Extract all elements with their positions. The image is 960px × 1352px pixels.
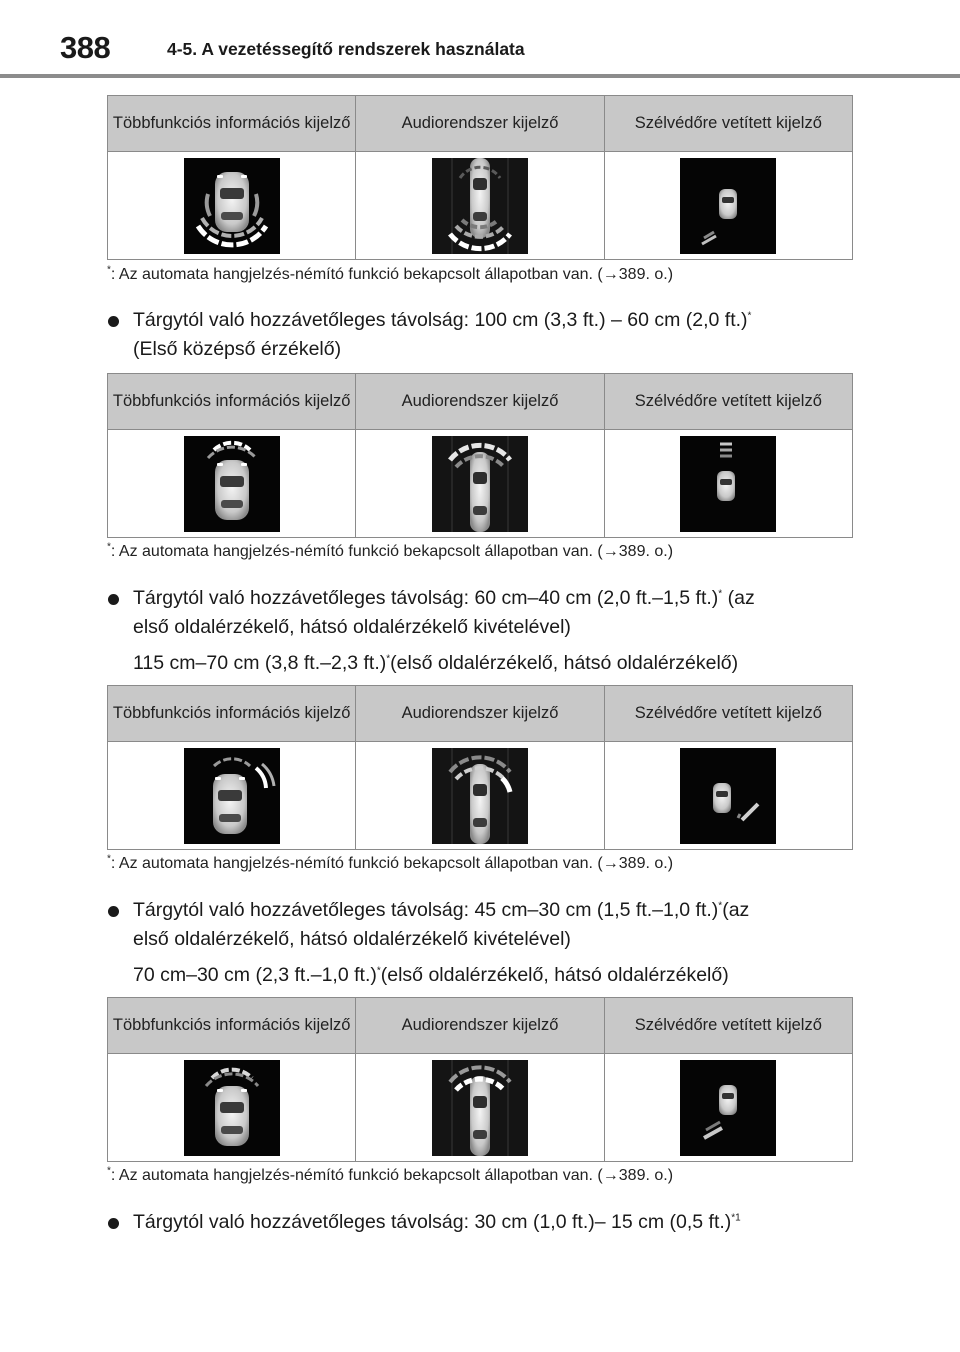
bullet-text: Tárgytól való hozzávetőleges távolság: 60 cm–40 cm (2,0 ft.–1,5 ft.)	[133, 587, 719, 609]
footnote-4	[107, 1167, 673, 1185]
arrow-icon: →	[602, 1167, 619, 1184]
bullet-item-4	[108, 1208, 741, 1237]
cell-hud	[604, 430, 852, 538]
car-top-view-with-sensor-arcs-icon	[432, 1060, 528, 1156]
table-row	[108, 1054, 853, 1162]
bullet-text-range: 115 cm–70 cm (3,8 ft.–2,3 ft.)	[133, 652, 387, 674]
footnote-3	[107, 855, 673, 873]
column-header-audio: Audiorendszer kijelző	[356, 96, 604, 152]
bullet-dot	[108, 906, 119, 917]
page-reference: 389. o.)	[618, 543, 674, 560]
cell-audio	[356, 430, 604, 538]
cell-hud	[604, 152, 852, 260]
car-top-view-with-sensor-arcs-icon	[184, 1060, 280, 1156]
column-header-audio: Audiorendszer kijelző	[356, 998, 604, 1054]
cell-multi-info	[108, 152, 356, 260]
bullet-superscript: *1	[731, 1212, 741, 1224]
car-top-view-with-sensor-arcs-icon	[432, 748, 528, 844]
footnote-2	[107, 543, 673, 561]
car-top-view-with-sensor-arcs-icon	[184, 436, 280, 532]
column-header-hud: Szélvédőre vetített kijelző	[604, 998, 852, 1054]
table-header-row	[108, 374, 853, 430]
bullet-text-line-2: (Első középső érzékelő)	[133, 338, 342, 360]
table-header-row	[108, 96, 853, 152]
page-reference: 389. o.)	[618, 855, 674, 872]
cell-multi-info	[108, 742, 356, 850]
bullet-dot	[108, 594, 119, 605]
bullet-text: Tárgytól való hozzávetőleges távolság: 100 cm (3,3 ft.) – 60 cm (2,0 ft.)	[133, 309, 748, 331]
car-top-view-with-sensor-arcs-icon	[432, 158, 528, 254]
footnote-text: : Az automata hangjelzés-némító funkció bekapcsolt állapotban van. (	[110, 855, 603, 872]
footnote-star: *	[107, 1165, 111, 1177]
header-rule	[0, 74, 960, 78]
column-header-multi-info: Többfunkciós információs kijelző	[108, 686, 356, 742]
bullet-superscript: *	[386, 653, 391, 665]
bullet-text-tail: (az	[722, 587, 755, 609]
arrow-icon: →	[602, 266, 619, 283]
column-header-hud: Szélvédőre vetített kijelző	[604, 374, 852, 430]
section-title: 4-5. A vezetéssegítő rendszerek használata	[167, 39, 525, 59]
car-top-view-with-sensor-arcs-icon	[184, 748, 280, 844]
bullet-dot	[108, 1218, 119, 1229]
table-row	[108, 742, 853, 850]
bullet-text-line-3	[133, 961, 749, 990]
cell-hud	[604, 1054, 852, 1162]
display-table-3	[107, 685, 853, 850]
bullet-text-range-tail: (első oldalérzékelő, hátsó oldalérzékelő)	[390, 652, 739, 674]
column-header-multi-info: Többfunkciós információs kijelző	[108, 998, 356, 1054]
bullet-superscript: *	[376, 965, 381, 977]
arrow-icon: →	[602, 543, 619, 560]
cell-audio	[356, 1054, 604, 1162]
cell-audio	[356, 152, 604, 260]
page-reference: 389. o.)	[618, 1167, 674, 1184]
table-row	[108, 430, 853, 538]
display-table-2	[107, 373, 853, 538]
car-top-view-with-sensor-arcs-icon	[680, 748, 776, 844]
bullet-superscript: *	[747, 310, 752, 322]
bullet-item-1	[108, 306, 751, 364]
arrow-icon: →	[602, 855, 619, 872]
car-top-view-with-sensor-arcs-icon	[680, 436, 776, 532]
footnote-text: : Az automata hangjelzés-némító funkció bekapcsolt állapotban van. (	[110, 1167, 603, 1184]
cell-multi-info	[108, 430, 356, 538]
bullet-text-line-3	[133, 649, 755, 678]
bullet-text-range: 70 cm–30 cm (2,3 ft.–1,0 ft.)	[133, 964, 377, 986]
column-header-audio: Audiorendszer kijelző	[356, 374, 604, 430]
cell-audio	[356, 742, 604, 850]
bullet-dot	[108, 316, 119, 327]
bullet-text: Tárgytól való hozzávetőleges távolság: 30 cm (1,0 ft.)– 15 cm (0,5 ft.)	[133, 1211, 732, 1233]
car-top-view-with-sensor-arcs-icon	[680, 158, 776, 254]
bullet-item-3	[108, 896, 749, 990]
bullet-item-2	[108, 584, 755, 678]
display-table-1	[107, 95, 853, 260]
footnote-1	[107, 266, 673, 284]
bullet-text-line-2: első oldalérzékelő, hátsó oldalérzékelő kivételével)	[133, 616, 571, 638]
cell-hud	[604, 742, 852, 850]
bullet-text-tail: (az	[722, 899, 750, 921]
page-header	[0, 0, 960, 80]
bullet-text: Tárgytól való hozzávetőleges távolság: 45 cm–30 cm (1,5 ft.–1,0 ft.)	[133, 899, 719, 921]
car-top-view-with-sensor-arcs-icon	[680, 1060, 776, 1156]
footnote-star: *	[107, 264, 111, 276]
bullet-superscript: *	[718, 588, 723, 600]
column-header-hud: Szélvédőre vetített kijelző	[604, 686, 852, 742]
car-top-view-with-sensor-arcs-icon	[184, 158, 280, 254]
display-table-4	[107, 997, 853, 1162]
page-reference: 389. o.)	[618, 266, 674, 283]
table-row	[108, 152, 853, 260]
footnote-star: *	[107, 853, 111, 865]
footnote-star: *	[107, 541, 111, 553]
column-header-multi-info: Többfunkciós információs kijelző	[108, 96, 356, 152]
table-header-row	[108, 998, 853, 1054]
column-header-hud: Szélvédőre vetített kijelző	[604, 96, 852, 152]
footnote-text: : Az automata hangjelzés-némító funkció bekapcsolt állapotban van. (	[110, 543, 603, 560]
column-header-audio: Audiorendszer kijelző	[356, 686, 604, 742]
column-header-multi-info: Többfunkciós információs kijelző	[108, 374, 356, 430]
bullet-text-line-2: első oldalérzékelő, hátsó oldalérzékelő kivételével)	[133, 928, 571, 950]
page-number: 388	[60, 30, 111, 65]
footnote-text: : Az automata hangjelzés-némító funkció bekapcsolt állapotban van. (	[110, 266, 603, 283]
car-top-view-with-sensor-arcs-icon	[432, 436, 528, 532]
bullet-superscript: *	[718, 900, 723, 912]
table-header-row	[108, 686, 853, 742]
bullet-text-range-tail: (első oldalérzékelő, hátsó oldalérzékelő)	[380, 964, 729, 986]
cell-multi-info	[108, 1054, 356, 1162]
